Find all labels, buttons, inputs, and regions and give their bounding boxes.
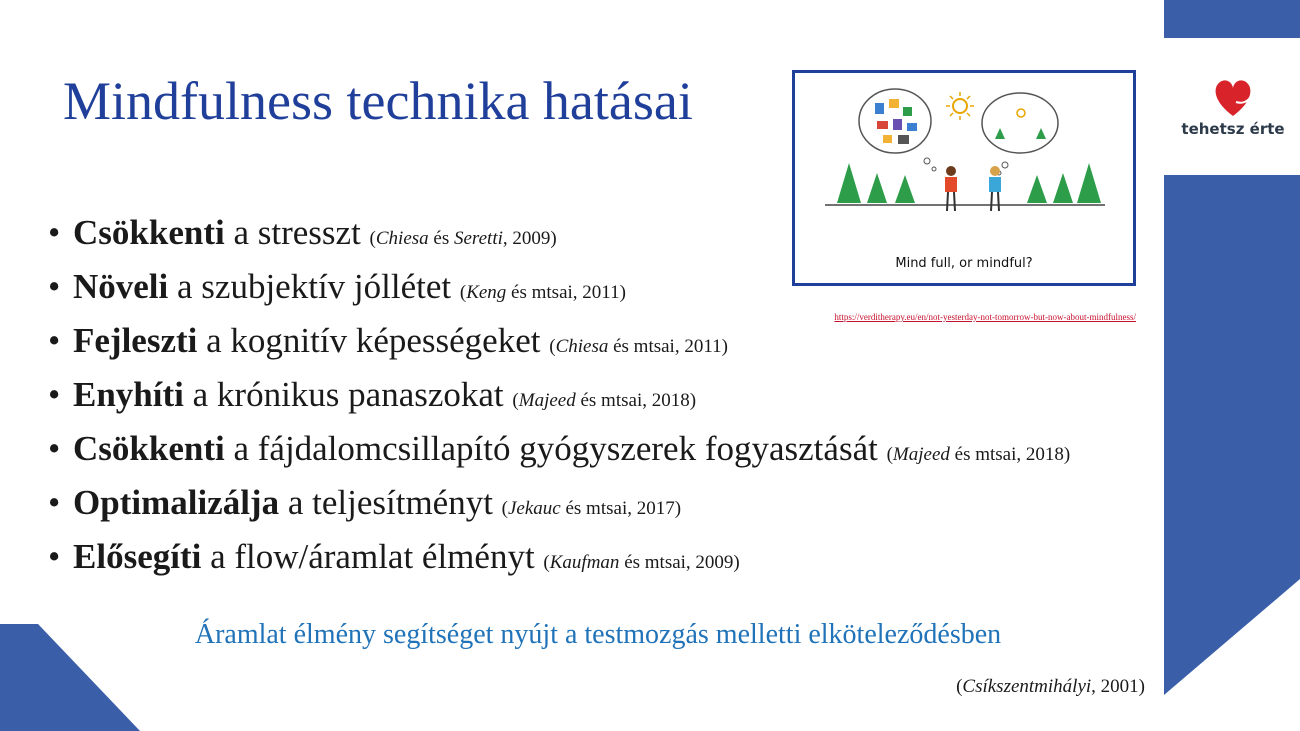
slide-title: Mindfulness technika hatásai (63, 71, 693, 131)
citation-author: Seretti (453, 228, 503, 249)
benefit-text: a stresszt (224, 213, 370, 252)
benefit-item (48, 530, 1070, 584)
benefit-text: a krónikus panaszokat (183, 375, 513, 414)
citation-author: Keng (466, 282, 507, 303)
citation-author: Majeed (518, 390, 576, 411)
citation-author: Csíkszentmihályi (962, 676, 1092, 697)
bullet-dot: • (48, 213, 61, 252)
bullet-dot: • (48, 537, 61, 576)
benefit-text: a teljesítményt (279, 483, 502, 522)
citation: (Jekauc és mtsai, 2017) (501, 498, 682, 519)
mindfulness-illustration (792, 70, 1136, 286)
bullet-dot: • (48, 483, 61, 522)
benefit-verb: Csökkenti (73, 429, 225, 468)
closing-citation: (Csíkszentmihályi, 2001) (956, 676, 1145, 697)
bullet-dot: • (48, 267, 61, 306)
benefit-text: a flow/áramlat élményt (201, 537, 544, 576)
brand-name: tehetsz érte (1181, 120, 1285, 138)
citation: (Chiesa és mtsai, 2011) (549, 336, 728, 357)
benefit-verb: Elősegíti (73, 537, 202, 576)
citation: (Chiesa és Seretti, 2009) (369, 228, 557, 249)
side-panel-right (1164, 175, 1300, 695)
citation-author: Majeed (892, 444, 950, 465)
citation-author: Chiesa (555, 336, 609, 357)
benefit-verb: Csökkenti (73, 213, 225, 252)
bullet-dot: • (48, 375, 61, 414)
image-source-link[interactable]: https://verditherapy.eu/en/not-yesterday-not-tomorrow-but-now-about-mindfulness/ (834, 312, 1136, 322)
citation: (Majeed és mtsai, 2018) (512, 390, 697, 411)
benefit-text: a fájdalomcsillapító gyógyszerek fogyasztását (224, 429, 887, 468)
benefit-verb: Fejleszti (73, 321, 198, 360)
benefit-verb: Növeli (73, 267, 169, 306)
bullet-dot: • (48, 321, 61, 360)
bullet-dot: • (48, 429, 61, 468)
citation: (Keng és mtsai, 2011) (459, 282, 626, 303)
citation-author: Chiesa (375, 228, 429, 249)
heart-icon (1172, 72, 1294, 120)
summary-statement: Áramlat élmény segítséget nyújt a testmozgás melletti elköteleződésben (194, 619, 1002, 650)
illustration-drawing (795, 73, 1133, 283)
benefit-item (48, 368, 1070, 422)
citation-author: Jekauc (508, 498, 561, 519)
brand-logo (1172, 72, 1294, 142)
citation: (Kaufman és mtsai, 2009) (543, 552, 740, 573)
corner-bar-top-right (1164, 0, 1300, 38)
benefit-item (48, 476, 1070, 530)
benefit-text: a kognitív képességeket (197, 321, 550, 360)
benefit-verb: Enyhíti (73, 375, 184, 414)
image-caption: Mind full, or mindful? (895, 256, 1033, 271)
benefit-text: a szubjektív jóllétet (168, 267, 460, 306)
benefit-verb: Optimalizálja (73, 483, 280, 522)
citation: (Majeed és mtsai, 2018) (886, 444, 1071, 465)
benefit-item (48, 422, 1070, 476)
citation-author: Kaufman (549, 552, 620, 573)
